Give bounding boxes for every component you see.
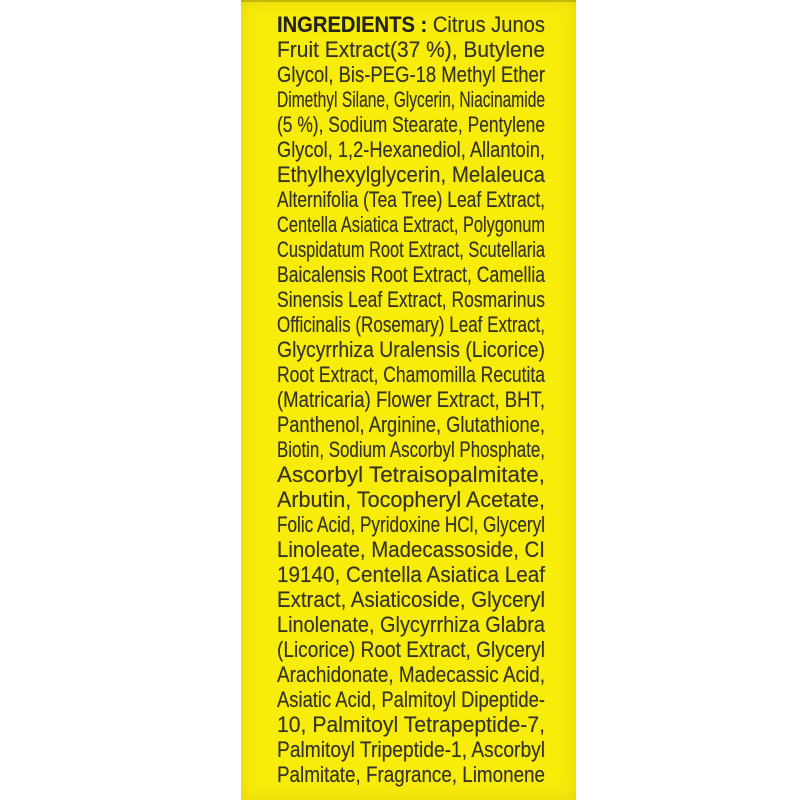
ingredients-line: Ethylhexylglycerin, Melaleuca: [277, 162, 545, 187]
ingredients-label-panel: [241, 0, 576, 800]
ingredients-line: Asiatic Acid, Palmitoyl Dipeptide-: [277, 687, 545, 712]
ingredients-line: (Licorice) Root Extract, Glyceryl: [277, 637, 545, 662]
ingredients-line: (Matricaria) Flower Extract, BHT,: [277, 387, 545, 412]
ingredients-line: Extract, Asiaticoside, Glyceryl: [277, 587, 545, 612]
ingredients-line: Palmitoyl Tripeptide-1, Ascorbyl: [277, 737, 545, 762]
ingredients-line: Palmitate, Fragrance, Limonene: [277, 762, 545, 787]
ingredients-line: Ascorbyl Tetraisopalmitate,: [277, 462, 545, 487]
ingredients-line: Officinalis (Rosemary) Leaf Extract,: [277, 312, 545, 337]
ingredients-line: Fruit Extract(37 %), Butylene: [277, 37, 545, 62]
ingredients-line: (5 %), Sodium Stearate, Pentylene: [277, 112, 545, 137]
ingredients-line: Alternifolia (Tea Tree) Leaf Extract,: [277, 187, 545, 212]
ingredients-text: [277, 12, 545, 787]
ingredients-line: Glycol, Bis-PEG-18 Methyl Ether: [277, 62, 545, 87]
ingredients-heading-line: [277, 12, 545, 37]
ingredients-line: Linolenate, Glycyrrhiza Glabra: [277, 612, 545, 637]
ingredients-line: Centella Asiatica Extract, Polygonum: [277, 212, 545, 237]
ingredients-heading-rest: Citrus Junos: [427, 12, 545, 37]
ingredients-line: Cuspidatum Root Extract, Scutellaria: [277, 237, 545, 262]
ingredients-line: Panthenol, Arginine, Glutathione,: [277, 412, 545, 437]
ingredients-line: 19140, Centella Asiatica Leaf: [277, 562, 545, 587]
ingredients-heading: INGREDIENTS :: [277, 12, 428, 37]
ingredients-line: Root Extract, Chamomilla Recutita: [277, 362, 545, 387]
ingredients-line: Glycol, 1,2-Hexanediol, Allantoin,: [277, 137, 545, 162]
ingredients-line: Sinensis Leaf Extract, Rosmarinus: [277, 287, 545, 312]
ingredients-line: Arbutin, Tocopheryl Acetate,: [277, 487, 545, 512]
ingredients-line: Folic Acid, Pyridoxine HCl, Glyceryl: [277, 512, 545, 537]
ingredients-line: Dimethyl Silane, Glycerin, Niacinamide: [277, 87, 545, 112]
ingredients-line: 10, Palmitoyl Tetrapeptide-7,: [277, 712, 545, 737]
label-top-edge: [241, 0, 576, 2]
ingredients-line: Arachidonate, Madecassic Acid,: [277, 662, 545, 687]
ingredients-line: Glycyrrhiza Uralensis (Licorice): [277, 337, 545, 362]
ingredients-line: Baicalensis Root Extract, Camellia: [277, 262, 545, 287]
ingredients-line: Linoleate, Madecassoside, CI: [277, 537, 545, 562]
ingredients-line: Biotin, Sodium Ascorbyl Phosphate,: [277, 437, 545, 462]
